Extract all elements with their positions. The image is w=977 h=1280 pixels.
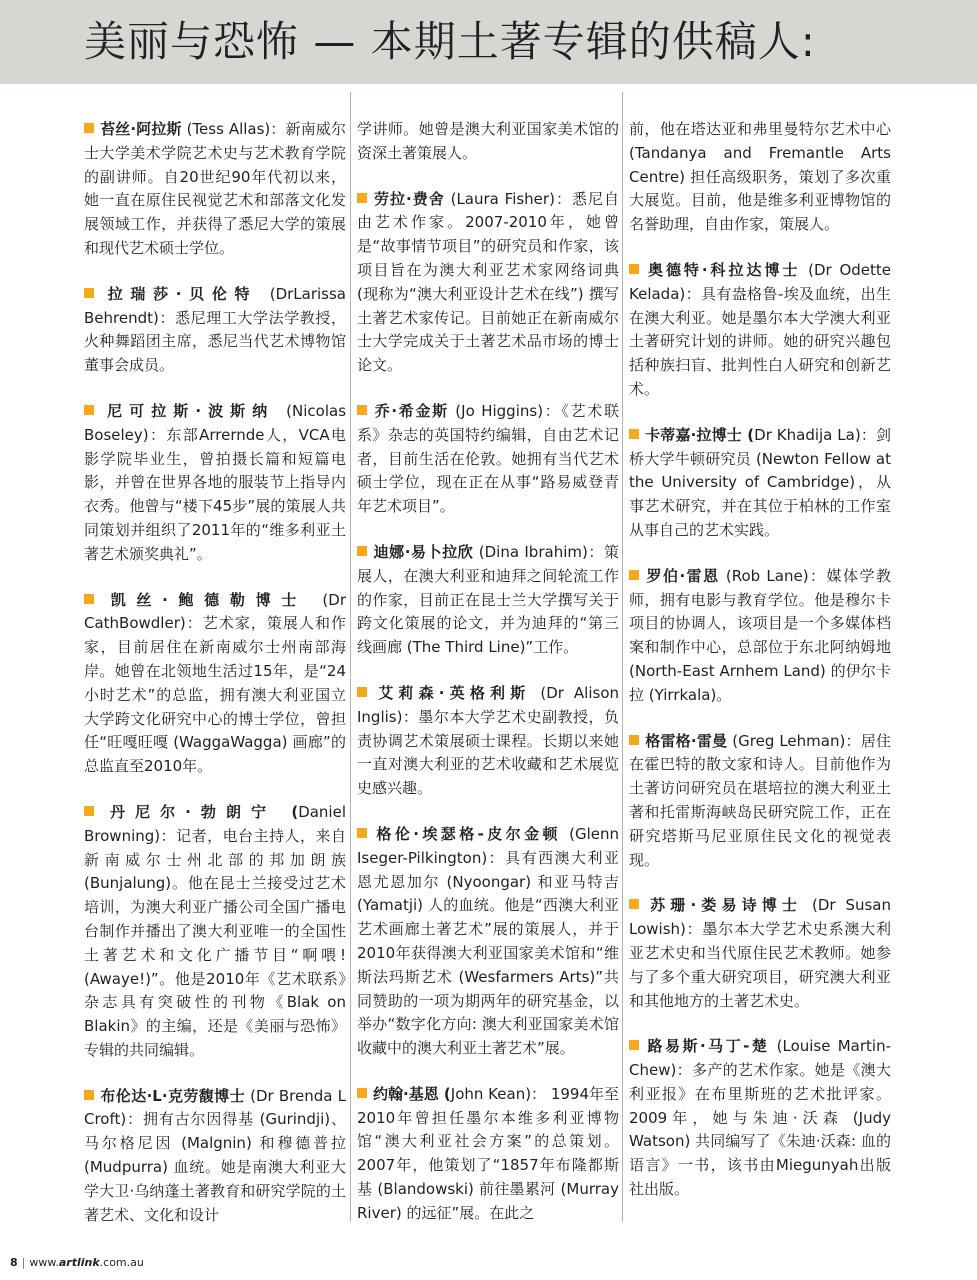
contributor-bio: (DrLarissa Behrendt)：悉尼理工大学法学教授，火种舞蹈团主席，悉尼当代艺术博物馆董事会成员。 [84,284,347,375]
contributor-entry [629,894,891,1013]
text-column-3 [629,118,891,1224]
contributor-bio: (Dr CathBowdler)：艺术家，策展人和作家，目前居住在新南威尔士州南部海岸。她曾在北领地生活过15年，是“24小时艺术”的总监，拥有澳大利亚国立大学跨文化研究中心的博士学位，曾担任“旺嘎旺嘎 (WaggaWagga) 画廊”的总监直至2010年。 [84,590,347,776]
bullet-square-icon [629,570,639,580]
bullet-square-icon [84,123,94,133]
contributor-name: 奥德特·科拉达博士 [645,260,801,279]
contributor-entry [357,188,619,378]
contributor-name: 格雷格·雷曼 [645,731,728,750]
contributor-name: 劳拉·费舍 [373,189,445,208]
contributor-entry [629,424,891,543]
footer-url-prefix: www. [29,1256,59,1269]
contributor-entry [357,1083,619,1226]
contributor-entry [357,823,619,1061]
contributor-bio: Daniel Browning)：记者，电台主持人，来自新南威尔士州北部的邦加朗族 (Bunjalung)。他在昆士兰接受过艺术培训，为澳大利亚广播公司全国广播电台制作并播出了澳大利亚唯一的全国性土著艺术和文化广播节目“啊喂! (Awaye!)”。他是2010年《艺术联系》杂志具有突破性的刊物《Blak on Blakin》的主编，还是《美丽与恐怖》专辑的共同编辑。 [84,802,346,1059]
page-title: 美丽与恐怖 — 本期土著专辑的供稿人: [84,17,816,66]
contributor-entry [629,1035,891,1202]
bullet-square-icon [629,735,639,745]
bullet-square-icon [357,193,367,203]
bullet-square-icon [84,594,94,604]
bullet-square-icon [629,899,639,909]
contributor-bio: Dr Khadija La)：剑桥大学牛顿研究员 (Newton Fellow at the University of Cambridge)，从事艺术研究，并在其位于柏林的工作室从事自己的艺术实践。 [629,425,891,539]
bullet-square-icon [84,405,94,415]
contributor-bio: (Rob Lane)：媒体学教师，拥有电影与教育学位。他是穆尔卡项目的协调人，该项目是一个多媒体档案和制作中心，总部位于东北阿纳姆地 (North-East Arnhem Land) 的伊尔卡拉 (Yirrkala)。 [629,566,891,704]
bullet-square-icon [357,546,367,556]
bullet-square-icon [629,264,639,274]
contributor-name: 艾莉森·英格利斯 [373,683,531,702]
bullet-square-icon [357,1088,367,1098]
contributor-bio: (Dr Brenda L Croft)：拥有古尔因得基 (Gurindji)、马尔格尼因 (Malgnin) 和穆德普拉 (Mudpurra) 血统。她是南澳大利亚大学大卫·乌纳蓬土著教育和研究学院的土著艺术、文化和设计 [84,1086,346,1224]
contributor-name: 拉瑞莎·贝伦特 [100,284,258,303]
footer-brand: artlink [58,1256,100,1269]
bullet-square-icon [629,429,639,439]
page-footer [10,1256,144,1269]
contributor-entry [357,400,619,519]
text-column-2 [357,118,619,1248]
contributor-bio: (Dr Odette Kelada)：具有盎格鲁-埃及血统，出生在澳大利亚。她是墨尔本大学澳大利亚土著研究计划的讲师。她的研究兴趣包括种族扫盲、批判性白人研究和创新艺术。 [629,260,891,398]
column-divider [350,92,351,1222]
bullet-square-icon [357,687,367,697]
bullet-square-icon [84,806,94,816]
contributor-bio: (Laura Fisher)：悉尼自由艺术作家。2007-2010年，她曾是“故事情节项目”的研究员和作家，该项目旨在为澳大利亚艺术家网络词典 (现称为“澳大利亚设计艺术在线”) 撰写土著艺术家传记。目前她正在新南威尔士大学完成关于土著艺术品市场的博士论文。 [357,189,619,375]
contributor-entry [84,801,346,1063]
contributor-bio: (Greg Lehman)：居住在霍巴特的散文家和诗人。目前他作为土著访问研究员在堪培拉的澳大利亚土著和托雷斯海峡岛民研究院工作，正在研究塔斯马尼亚原住民文化的视觉表现。 [629,731,891,869]
bullet-square-icon [84,288,94,298]
bullet-square-icon [84,1090,94,1100]
contributor-bio: (Dr Susan Lowish)：墨尔本大学艺术史系澳大利亚艺术史和当代原住民艺术教师。她参与了多个重大研究项目，研究澳大利亚和其他地方的土著艺术史。 [629,896,891,1010]
contributor-entry [84,118,346,261]
footer-url-suffix: .com.au [99,1256,144,1269]
contributor-bio: (Louise Martin-Chew)：多产的艺术作家。她是《澳大利亚报》在布里斯班的艺术批评家。2009年，她与朱迪·沃森 (Judy Watson) 共同编写了《朱迪·沃森: 血的语言》一书，该书由Miegunyah出版社出版。 [629,1037,891,1199]
footer-separator: | [21,1256,26,1269]
text-column-1 [84,118,346,1249]
contributor-name: 卡蒂嘉·拉博士 ( [645,425,755,444]
bullet-square-icon [629,1040,639,1050]
contributor-name: 布伦达·L·克劳馥博士 [100,1086,245,1105]
bullet-square-icon [357,405,367,415]
contributor-entry [629,259,891,402]
contributor-entry [84,1085,346,1228]
contributor-bio: John Kean)： 1994年至2010年曾担任墨尔本维多利亚博物馆“澳大利亚社会方案”的总策划。2007年，他策划了“1857年布隆都斯基 (Blandowski) 前往墨累河 (Murray River) 的远征”展。在此之 [357,1084,619,1222]
contributor-entry [357,541,619,660]
contributor-entry [629,730,891,873]
continued-text: 前，他在塔达亚和弗里曼特尔艺术中心 (Tandanya and Fremantle Arts Centre) 担任高级职务，策划了多次重大展览。目前，他是维多利亚博物馆的名誉助理，自由作家，策展人。 [629,120,891,234]
contributor-name: 约翰·基恩 ( [373,1084,451,1103]
contributor-name: 尼可拉斯·波斯纳 [100,401,275,420]
contributor-name: 苔丝·阿拉斯 [100,120,182,138]
bullet-square-icon [357,828,367,838]
contributor-entry [84,400,346,567]
contributor-name: 格伦·埃瑟格-皮尔金顿 [373,824,561,843]
contributor-name: 罗伯·雷恩 [645,566,720,585]
contributor-bio: (Nicolas Boseley)：东部Arrernde人，VCA电影学院毕业生，曾拍摄长篇和短篇电影，并曾在世界各地的服装节上指导内衣秀。他曾与“楼下45步”展的策展人共同策划并组织了2011年的“维多利亚土著艺术颁奖典礼”。 [84,401,347,563]
contributor-name: 丹尼尔·勃朗宁 ( [100,802,299,821]
contributor-name: 路易斯·马丁-楚 [645,1037,770,1056]
contributor-bio: (Dina Ibrahim)：策展人，在澳大利亚和迪拜之间轮流工作的作家，目前正在昆士兰大学撰写关于跨文化策展的论文，并为迪拜的“第三线画廊 (The Third Line)”工作。 [357,542,620,657]
contributor-bio: (Glenn Iseger-Pilkington)：具有西澳大利亚恩尤恩加尔 (Nyoongar) 和亚马特吉 (Yamatji) 人的血统。他是“西澳大利亚艺术画廊土著艺术”展的策展人，并于2010年获得澳大利亚国家美术馆和“维斯法玛斯艺术 (Wesfarmers Arts)”共同赞助的一项为期两年的研究基金，以举办“数字化方向: 澳大利亚国家美术馆收藏中的澳大利亚土著艺术”展。 [357,824,619,1058]
contributor-name: 迪娜·易卜拉欣 [373,542,474,561]
contributor-entry [84,283,346,378]
contributor-name: 苏珊·娄易诗博士 [645,896,803,915]
contributor-name: 乔·希金斯 [373,401,449,420]
contributor-bio: (Dr Alison Inglis)：墨尔本大学艺术史副教授，负责协调艺术策展硕士课程。长期以来她一直对澳大利亚的艺术收藏和艺术展览史感兴趣。 [357,683,620,798]
contributor-entry [357,682,619,801]
contributor-bio: (Jo Higgins)：《艺术联系》杂志的英国特约编辑，自由艺术记者，目前生活在伦敦。她拥有当代艺术硕士学位，现在正在从事“路易威登青年艺术项目”。 [357,401,619,516]
page-header [0,0,977,84]
contributor-bio: (Tess Allas)：新南威尔士大学美术学院艺术史与艺术教育学院的副讲师。自20世纪90年代初以来，她一直在原住民视觉艺术和部落文化发展领域工作，并获得了悉尼大学的策展和现代艺术硕士学位。 [84,120,346,257]
continued-text: 学讲师。她曾是澳大利亚国家美术馆的资深土著策展人。 [357,120,619,162]
contributor-entry [84,589,346,779]
contributor-entry [629,565,891,708]
page-number: 8 [10,1256,18,1269]
column-divider [622,92,623,1222]
contributor-name: 凯丝·鲍德勒博士 [100,590,307,609]
